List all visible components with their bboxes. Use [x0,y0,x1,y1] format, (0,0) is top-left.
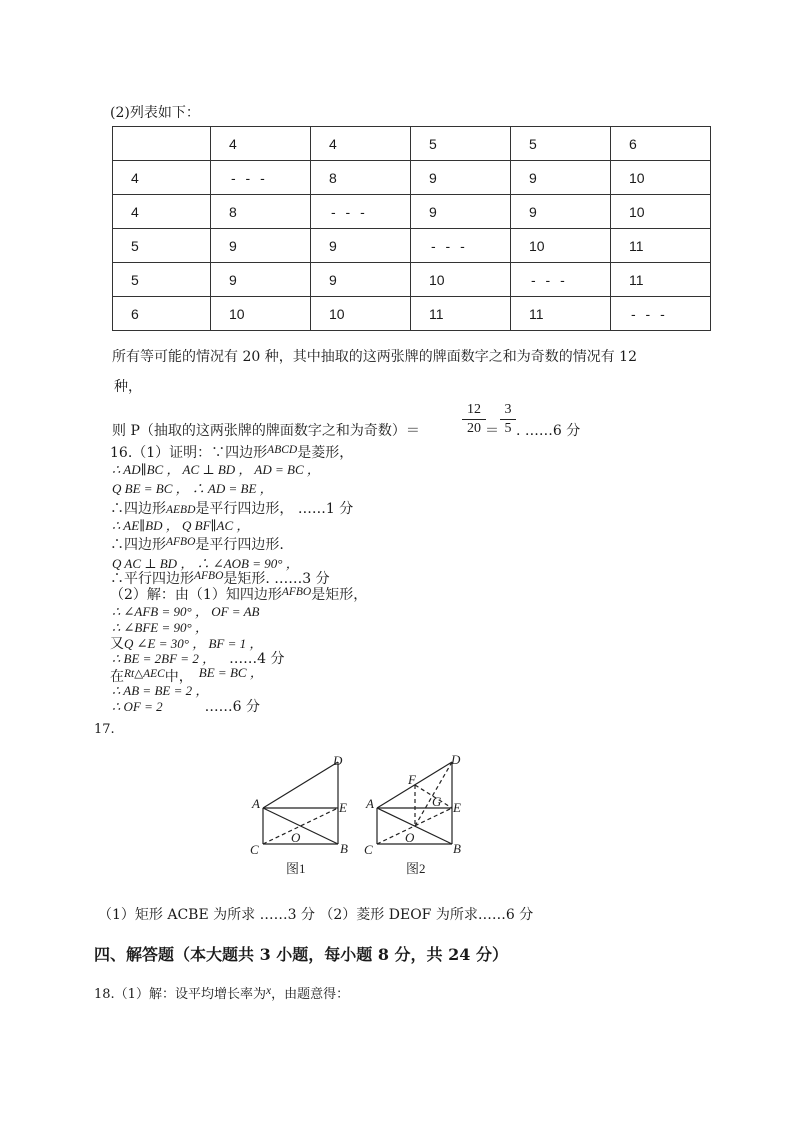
table-cell: 9 [311,229,411,263]
q16-text: ……6 分 [204,699,260,715]
table-cell: 8 [211,195,311,229]
table-cell: 5 [411,127,511,161]
q16-text: 是平行四边形， ……1 分 [195,501,354,517]
q16-line-16 [112,696,260,716]
q16-line-15: ∴ AB = BE = 2 ， [112,683,209,698]
table-cell: 10 [411,263,511,297]
q16-text: ∴四边形 [110,537,166,553]
fig2-label-e: E [453,800,461,815]
q16-text: 中， [164,669,193,685]
q16-text: （2）解：由（1）知四边形 [110,587,282,603]
q16-math: AFBO [194,570,224,582]
fig1-label-d: D [333,753,343,768]
q17-answer: （1）矩形 ACBE 为所求 ……3 分 （2）菱形 DEOF 为所求……6 分 [98,907,534,923]
fraction-bar [462,419,486,420]
q18-line [94,983,349,1002]
q16-text: 是矩形. ……3 分 [223,571,330,587]
figure-1 [263,762,338,844]
q16-math: AFBO [166,536,196,548]
table-cell: - - - [511,263,611,297]
table-intro: (2)列表如下： [110,105,200,121]
q16-math: BE = BC ， [198,665,263,680]
q16-math: Q ∠E = 30° ， BF = 1 ， [124,636,263,651]
fig2-label-f: F [408,772,416,787]
summary-line-1: 所有等可能的情况有 20 种，其中抽取的这两张牌的牌面数字之和为奇数的情况有 12 [112,349,637,365]
table-row [113,297,711,331]
table-cell: 4 [311,127,411,161]
table-cell: 6 [113,297,211,331]
table-row [113,229,711,263]
q16-text: ∴平行四边形 [110,571,194,587]
table-cell: - - - [411,229,511,263]
fig1-label-c: C [250,842,259,857]
q16-math: ∴ OF = 2 [112,699,163,714]
q16-text: 是矩形， [311,587,368,603]
probability-suffix: . ……6 分 [516,423,581,439]
q16-math: AEBD [166,504,196,516]
table-cell: 9 [211,263,311,297]
table-row [113,263,711,297]
fig1-caption: 图1 [286,861,306,876]
summary-line-2: 种， [114,379,142,395]
q16-line-11: ∴ ∠BFE = 90° ， [112,620,208,635]
table-cell: 5 [113,229,211,263]
q16-line-2: ∴ AD∥BC ， AC ⊥ BD ， AD = BC ， [112,462,320,477]
fig2-label-g: G [432,794,442,809]
table-cell: 11 [511,297,611,331]
sum-table [112,126,711,331]
fraction-denominator: 5 [504,421,512,436]
fraction-bar [500,419,516,420]
fig1-label-e: E [339,800,347,815]
q16-line-5: ∴ AE∥BD ， Q BF∥AC ， [112,518,250,533]
table-cell: 10 [611,195,711,229]
table-cell: 4 [211,127,311,161]
equals-sign: ＝ [485,423,499,439]
table-header-row [113,127,711,161]
q17-number: 17. [94,722,115,737]
fig2-label-d: D [451,752,461,767]
q16-text: ……4 分 [229,651,285,667]
table-cell: 10 [611,161,711,195]
probability-prefix: 则 P（抽取的这两张牌的牌面数字之和为奇数）＝ [112,423,420,439]
fig2-label-b: B [453,841,461,856]
table-cell: - - - [311,195,411,229]
q18-math: x [265,985,272,997]
table-cell: 9 [211,229,311,263]
table-cell: 10 [511,229,611,263]
q16-line-10: ∴ ∠AFB = 90° ， OF = AB [112,604,260,619]
table-cell: 4 [113,161,211,195]
fraction-12-20 [462,402,486,437]
fraction-denominator: 20 [467,421,481,436]
fig2-label-o: O [405,830,415,845]
table-cell: 5 [113,263,211,297]
q18-text: 18.（1）解：设平均增长率为 [94,987,266,1002]
q16-math: Rt△AEC [124,668,165,680]
fig2-caption: 图2 [406,861,426,876]
table-cell: 11 [411,297,511,331]
table-cell: 4 [113,195,211,229]
q16-text: 在 [110,669,124,685]
q16-text: 是菱形， [297,445,354,461]
q16-line-6 [110,534,284,554]
fig1-label-b: B [340,841,348,856]
q16-text: 16.（1）证明：∵四边形 [110,445,268,461]
fig1-label-a: A [252,796,260,811]
q16-text: 又 [110,636,124,652]
q16-line-7: Q AC ⊥ BD ， ∴ ∠AOB = 90° ， [112,556,299,571]
table-cell [113,127,211,161]
q16-text: 是平行四边形. [195,537,284,553]
q16-math: AFBO [281,586,312,598]
table-cell: 9 [411,195,511,229]
q16-math: ∴ BE = 2BF = 2 ， [112,651,216,666]
table-cell: 8 [311,161,411,195]
table-cell: 5 [511,127,611,161]
section-heading: 四、解答题（本大题共 3 小题，每小题 8 分，共 24 分） [94,945,508,964]
table-cell: 11 [611,229,711,263]
table-cell: - - - [611,297,711,331]
table-cell: 10 [311,297,411,331]
q16-text: ∴四边形 [110,501,166,517]
geometry-figures [240,750,480,880]
fig2-label-c: C [364,842,373,857]
table-cell: - - - [211,161,311,195]
fig2-label-a: A [366,796,374,811]
q18-text: ，由题意得： [271,987,350,1002]
q16-line-3: Q BE = BC ， ∴ AD = BE ， [112,481,273,496]
fraction-numerator: 3 [504,402,512,417]
table-cell: 6 [611,127,711,161]
fig1-label-o: O [291,830,301,845]
table-cell: 9 [511,195,611,229]
table-row [113,161,711,195]
table-cell: 9 [311,263,411,297]
table-cell: 11 [611,263,711,297]
table-row [113,195,711,229]
table-cell: 9 [411,161,511,195]
table-cell: 9 [511,161,611,195]
fraction-3-5 [500,402,516,437]
q16-math: ABCD [267,444,298,456]
fig1-segment [263,762,338,808]
fraction-numerator: 12 [467,402,481,417]
table-cell: 10 [211,297,311,331]
